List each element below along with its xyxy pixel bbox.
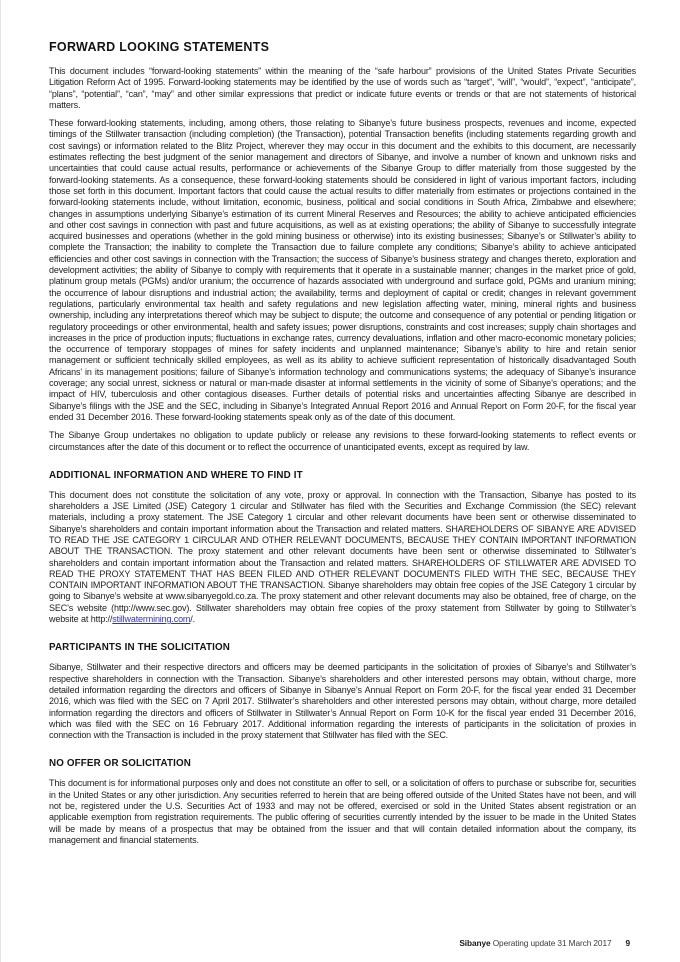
paragraph-safe-harbour: This document includes “forward-looking statements” within the meaning of the “safe harbour” provisions of the United States Private Securities Litigation Reform Act of 1995. Forward-looking statements may be identified by the use of words such as “target”, “will”, “would”, “expect”, “anticipate”, “plans”, “potential”, “can”, “may” and other similar expressions that predict or indicate future events or trends or that are not statements of historical matters. bbox=[49, 66, 636, 110]
paragraph-no-offer: This document is for informational purposes only and does not constitute an offer to sell, or a solicitation of offers to purchase or subscribe for, securities in the United States or any other jurisdiction. Any securities referred to herein that are being offered outside of the United States have not been, and will not be, registered under the U.S. Securities Act of 1933 and may not be offered, exercised or sold in the United States absent registration or an applicable exemption from registration requirements. The public offering of securities currently intended by the issuer to be made in the United States will be made by means of a prospectus that may be obtained from the issuer and that will contain detailed information about the company, its management and financial statements. bbox=[49, 778, 636, 845]
footer-brand: Sibanye bbox=[459, 938, 491, 948]
paragraph-risk-factors: These forward-looking statements, including, among others, those relating to Sibanye’s future business prospects, revenues and income, expected timings of the Stillwater transaction (including completion) (the Transaction), potential Transaction benefits (including statements regarding growth and cost savings) or information related to the Blitz Project, wherever they may occur in this document and the exhibits to this document, are necessarily estimates reflecting the best judgment of the senior management and directors of Sibanye, and involve a number of known and unknown risks and uncertainties that could cause actual results, performance or achievements of the Sibanye Group to differ materially from those suggested by the forward-looking statements. As a consequence, these forward-looking statements should be considered in light of various important factors, including those set forth in this document. Important factors that could cause the actual results to differ materially from estimates or projections contained in the forward-looking statements include, without limitation, economic, business, political and social conditions in South Africa, Zimbabwe and elsewhere; changes in assumptions underlying Sibanye’s estimation of its current Mineral Reserves and Resources; the ability to achieve anticipated efficiencies and other cost savings in connection with past and future acquisitions, as well as at existing operations; the ability of Sibanye to successfully integrate acquired businesses and operations (whether in the gold mining business or otherwise) into its existing businesses; Sibanye’s or Stillwater’s ability to complete the Transaction; the inability to complete the Transaction due to failure complete any conditions; Sibanye’s ability to achieve anticipated efficiencies and other cost savings in connection with the Transaction; the success of Sibanye’s business strategy and changes thereto, exploration and development activities; the ability of Sibanye to comply with requirements that it operate in a sustainable manner; changes in the market price of gold, platinum group metals (PGMs) and/or uranium; the occurrence of hazards associated with underground and surface gold, PGMs and uranium mining; the occurrence of labour disruptions and industrial action; the availability, terms and deployment of capital or credit; changes in relevant government regulations, particularly environmental tax health and safety regulations and new legislation affecting water, mining, mineral rights and business ownership, including any interpretations thereof which may be subject to dispute; the outcome and consequence of any potential or pending litigation or regulatory proceedings or other environmental, health and safety issues; power disruptions, constraints and cost increases; supply chain shortages and increases in the price of production inputs; fluctuations in exchange rates, currency devaluations, inflation and other macro-economic monetary policies; the occurrence of temporary stoppages of mines for safety incidents and unplanned maintenance; Sibanye’s ability to hire and retain senior management or sufficient technically skilled employees, as well as its ability to achieve sufficient representation of historically disadvantaged South Africans’ in its management positions; failure of Sibanye’s information technology and communications systems; the adequacy of Sibanye’s insurance coverage; any social unrest, sickness or natural or man-made disaster at informal settlements in the vicinity of some of Sibanye’s operations; and the impact of HIV, tuberculosis and other contagious diseases. Further details of potential risks and uncertainties affecting Sibanye are described in Sibanye’s filings with the JSE and the SEC, including in Sibanye’s Integrated Annual Report 2016 and Annual Report on Form 20-F, for the fiscal year ended 31 December 2016. These forward-looking statements speak only as of the date of this document. bbox=[49, 118, 636, 422]
stillwater-website-link[interactable]: stillwatermining.com bbox=[112, 614, 191, 625]
footer-page-number: 9 bbox=[625, 938, 630, 948]
additional-info-text-after-link: /. bbox=[190, 614, 195, 625]
page-footer bbox=[459, 938, 630, 948]
paragraph-participants: Sibanye, Stillwater and their respective directors and officers may be deemed participants in the solicitation of proxies of Sibanye’s and Stillwater’s respective shareholders in connection with the Transaction. Sibanye’s shareholders and other interested persons may obtain, without charge, more detailed information regarding the directors and officers of Sibanye in Sibanye’s Annual Report on Form 20-F, for the fiscal year ended 31 December 2016, which was filed with the SEC on 7 April 2017. Stillwater’s shareholders and other interested persons may obtain, without charge, more detailed information regarding the directors and officers of Stillwater in Stillwater’s Annual Report on Form 10-K for the fiscal year ended 31 December 2016, which was filed with the SEC on 16 February 2017. Additional information regarding the interests of participants in the solicitation of proxies in connection with the Transaction is included in the proxy statement that Stillwater has filed with the SEC. bbox=[49, 662, 636, 741]
footer-label: Operating update 31 March 2017 bbox=[490, 938, 612, 948]
page-title-forward-looking-statements: FORWARD LOOKING STATEMENTS bbox=[49, 40, 270, 54]
section-heading-participants: PARTICIPANTS IN THE SOLICITATION bbox=[49, 642, 230, 654]
paragraph-no-obligation: The Sibanye Group undertakes no obligation to update publicly or release any revisions to these forward-looking statements to reflect events or circumstances after the date of this document or to reflect the occurrence of unanticipated events, except as required by law. bbox=[49, 430, 636, 452]
additional-info-text-before-link: This document does not constitute the solicitation of any vote, proxy or approval. In connection with the Transaction, Sibanye has posted to its shareholders a JSE Limited (JSE) Category 1 circular and Stillwater has filed with the Securities and Exchange Commission (the SEC) relevant materials, including a proxy statement. The JSE Category 1 circular and other relevant documents have been sent or otherwise disseminated to Sibanye’s shareholders and contain important information about the Transaction and related matters. SHAREHOLDERS OF SIBANYE ARE ADVISED TO READ THE JSE CATEGORY 1 CIRCULAR AND OTHER RELEVANT DOCUMENTS, BECAUSE THEY CONTAIN IMPORTANT INFORMATION ABOUT THE TRANSACTION. The proxy statement and other relevant documents have been sent or otherwise disseminated to Stillwater’s shareholders and contain important information about the Transaction and related matters. SHAREHOLDERS OF STILLWATER ARE ADVISED TO READ THE PROXY STATEMENT THAT HAS BEEN FILED AND OTHER RELEVANT DOCUMENTS FILED WITH THE SEC, BECAUSE THEY CONTAIN IMPORTANT INFORMATION ABOUT THE TRANSACTION. Sibanye shareholders may obtain free copies of the JSE Category 1 circular by going to Sibanye’s website at www.sibanyegold.co.za. The proxy statement and other relevant documents may also be obtained, free of charge, on the SEC’s website (http://www.sec.gov). Stillwater shareholders may obtain free copies of the proxy statement from Stillwater by going to Stillwater’s website at http:// bbox=[49, 489, 636, 625]
section-heading-additional-information: ADDITIONAL INFORMATION AND WHERE TO FIND IT bbox=[49, 469, 303, 481]
section-heading-no-offer: NO OFFER OR SOLICITATION bbox=[49, 758, 192, 770]
paragraph-additional-information bbox=[49, 490, 636, 626]
